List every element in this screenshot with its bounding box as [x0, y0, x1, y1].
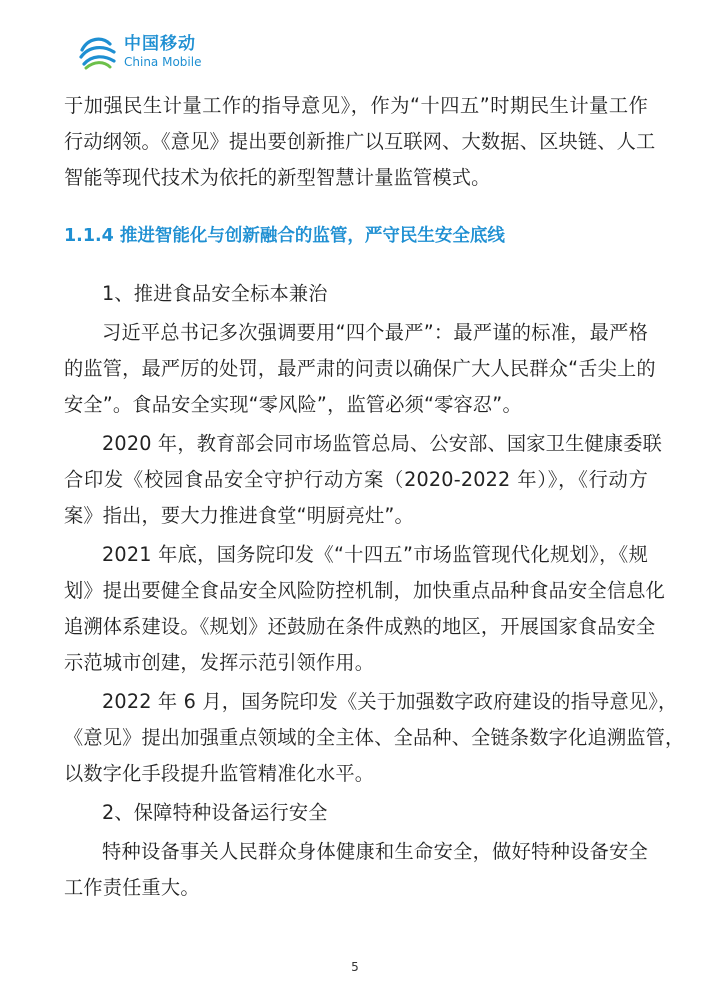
text-line: 《意见》提出加强重点领域的全主体、全品种、全链条数字化追溯监管，: [64, 726, 685, 749]
document-body: [64, 88, 685, 906]
paragraph: [64, 834, 648, 906]
text-line: 智能等现代技术为依托的新型智慧计量监管模式。: [64, 166, 491, 189]
text-line: 以数字化手段提升监管精准化水平。: [64, 762, 375, 785]
text-line: 行动纲领。《意见》提出要创新推广以互联网、大数据、区块链、人工: [64, 130, 656, 153]
subsection-title: 2、保障特种设备运行安全: [102, 801, 328, 824]
page-number: 5: [351, 960, 359, 974]
text-line: 合印发《校园食品安全守护行动方案（2020-2022 年）》，《行动方: [64, 468, 648, 491]
text-line: 划》提出要健全食品安全风险防控机制，加快重点品种食品安全信息化: [64, 579, 666, 602]
section-heading: 1.1.4 推进智能化与创新融合的监管，严守民生安全底线: [64, 226, 505, 246]
subsection-title: 1、推进食品安全标本兼治: [102, 282, 328, 305]
paragraph: [64, 426, 663, 534]
logo-chinese-name: 中国移动: [124, 34, 196, 54]
paragraph: [64, 684, 685, 792]
logo-english-name: China Mobile: [124, 55, 202, 69]
text-line: 特种设备事关人民群众身体健康和生命安全，做好特种设备安全: [102, 840, 648, 863]
text-line: 追溯体系建设。《规划》还鼓励在条件成熟的地区，开展国家食品安全: [64, 615, 656, 638]
china-mobile-logo-icon: [76, 30, 120, 74]
paragraph: [64, 315, 656, 423]
text-line: 案》指出，要大力推进食堂“明厨亮灶”。: [64, 504, 414, 527]
text-line: 示范城市创建，发挥示范引领作用。: [64, 651, 375, 674]
text-line: 工作责任重大。: [64, 876, 200, 899]
text-line: 习近平总书记多次强调要用“四个最严”：最严谨的标准，最严格: [102, 321, 648, 344]
text-line: 2021 年底，国务院印发《“十四五”市场监管现代化规划》，《规: [102, 543, 648, 566]
text-line: 2020 年，教育部会同市场监管总局、公安部、国家卫生健康委联: [102, 432, 663, 455]
text-line: 于加强民生计量工作的指导意见》，作为“十四五”时期民生计量工作: [64, 94, 648, 117]
text-line: 2022 年 6 月，国务院印发《关于加强数字政府建设的指导意见》，: [102, 690, 678, 713]
text-line: 的监管，最严厉的处罚，最严肃的问责以确保广大人民群众“舌尖上的: [64, 357, 656, 380]
china-mobile-logo: [76, 30, 201, 74]
paragraph: [64, 537, 666, 681]
intro-paragraph: [64, 88, 656, 196]
text-line: 安全”。食品安全实现“零风险”，监管必须“零容忍”。: [64, 393, 522, 416]
